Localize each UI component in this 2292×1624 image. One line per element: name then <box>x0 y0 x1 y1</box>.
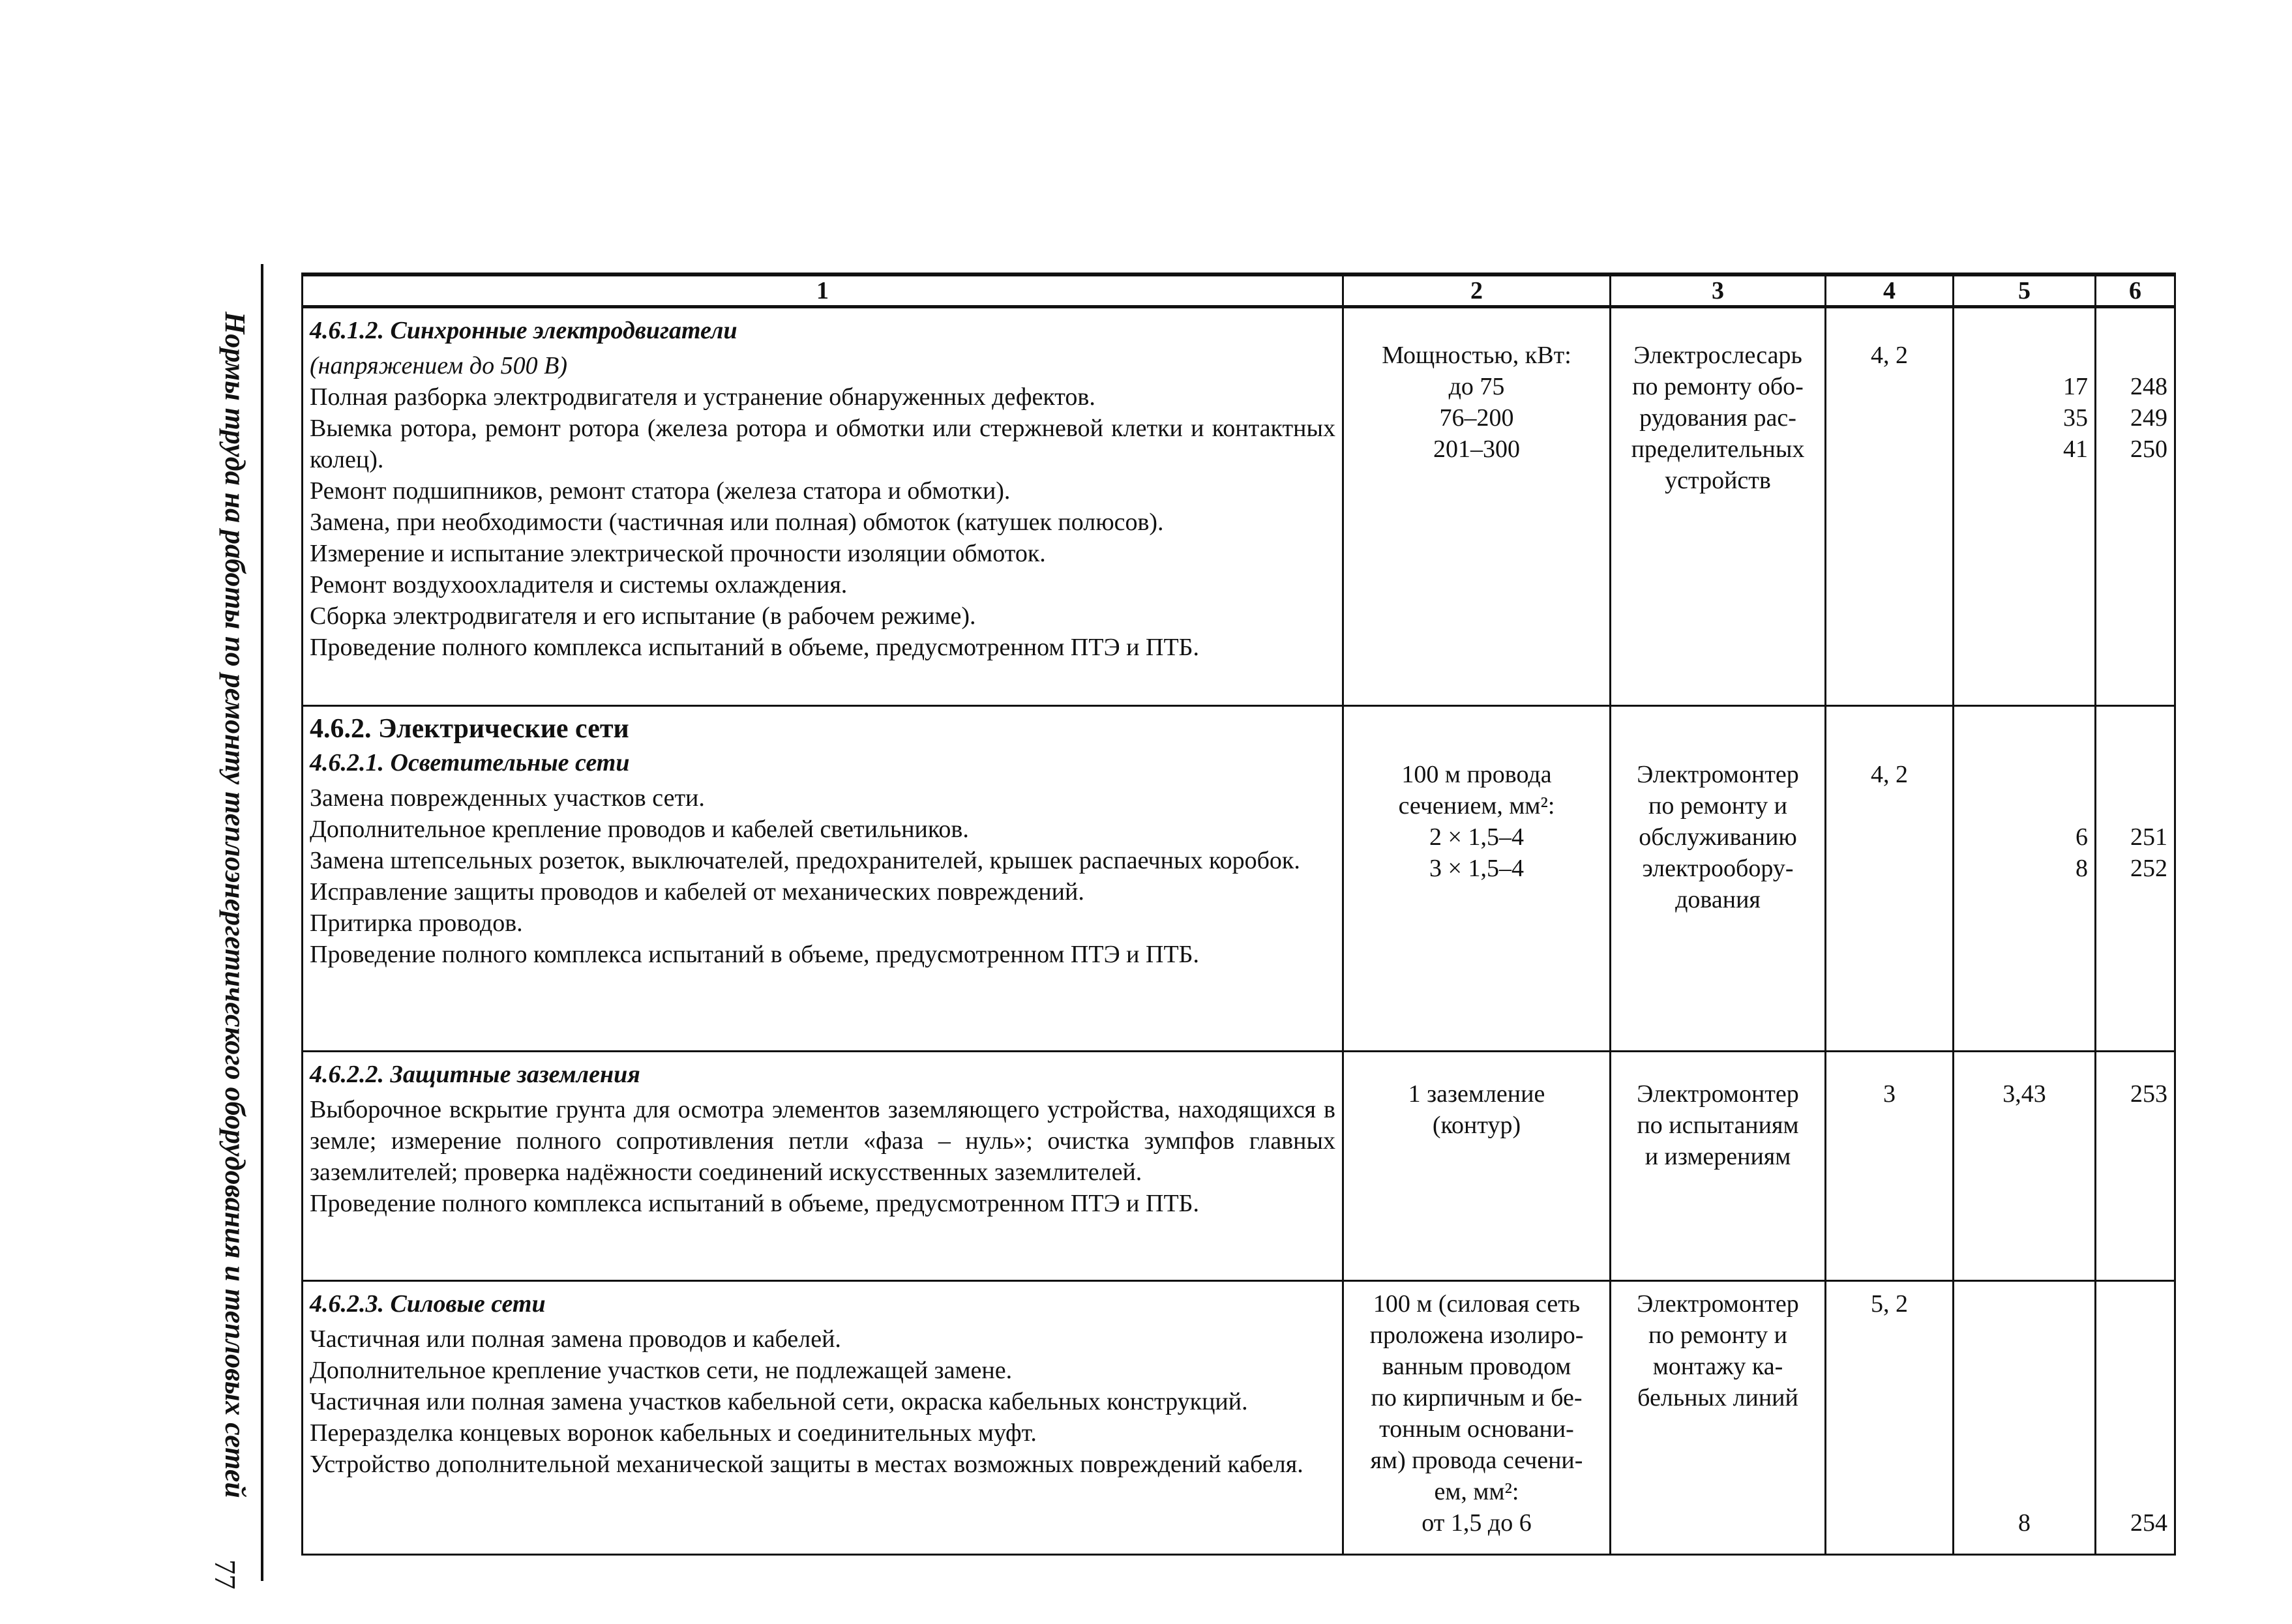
column-header: 1 <box>303 274 1343 307</box>
unit-line: 100 м (силовая сеть <box>1373 1290 1581 1318</box>
worker-cell <box>1611 1281 1826 1555</box>
work-description-cell <box>303 706 1343 1052</box>
column-header: 4 <box>1826 274 1954 307</box>
worker-line: Электромонтер <box>1637 1290 1799 1318</box>
unit-line: ем, мм²: <box>1434 1478 1519 1505</box>
worker-line: по испытаниям <box>1637 1112 1799 1139</box>
work-line: Выемка ротора, ремонт ротора (железа ротора и обмотки или стержневой клетки и контактных колец). <box>310 415 1335 473</box>
worker-line: монтажу ка- <box>1652 1353 1783 1380</box>
norm-number: 248 <box>2130 373 2167 400</box>
worker-cell <box>1611 706 1826 1052</box>
unit-cell <box>1343 1281 1611 1555</box>
work-line: Притирка проводов. <box>310 909 523 937</box>
worker-line: и измерениям <box>1645 1143 1791 1170</box>
page-number: 77 <box>209 1559 242 1589</box>
norm-number-cell <box>2096 1052 2175 1281</box>
work-line: Замена поврежденных участков сети. <box>310 784 705 812</box>
unit-cell <box>1343 706 1611 1052</box>
column-header: 3 <box>1611 274 1826 307</box>
unit-line: проложена изолиро- <box>1369 1321 1584 1349</box>
unit-line: (контур) <box>1432 1112 1521 1139</box>
work-description-cell <box>303 307 1343 706</box>
item-title: 4.6.1.2. Синхронные электродвигатели <box>310 317 737 344</box>
norm-value: 17 <box>2063 373 2088 400</box>
work-line: Проведение полного комплекса испытаний в объеме, предусмотренном ПТЭ и ПТБ. <box>310 941 1199 968</box>
work-description-cell <box>303 1281 1343 1555</box>
unit-line: до 75 <box>1448 373 1505 400</box>
worker-line: Электромонтер <box>1637 1080 1799 1108</box>
labor-norms-table <box>301 273 2176 1556</box>
margin-rule <box>261 264 263 1581</box>
work-line: Сборка электродвигателя и его испытание (в рабочем режиме). <box>310 602 976 630</box>
worker-line: Электромонтер <box>1637 761 1799 788</box>
running-header: Нормы труда на работы по ремонту теплоэнергетического оборудования и тепловых сетей <box>219 312 251 1498</box>
norm-number: 249 <box>2130 404 2167 432</box>
worker-line: рудования рас- <box>1639 404 1796 432</box>
norm-value: 6 <box>2076 823 2088 851</box>
work-line: Устройство дополнительной механической защиты в местах возможных повреждений кабеля. <box>310 1451 1303 1478</box>
column-number-row <box>303 274 2175 307</box>
work-line: Ремонт воздухоохладителя и системы охлаждения. <box>310 571 848 598</box>
column-header: 5 <box>1954 274 2096 307</box>
unit-line: 76–200 <box>1439 404 1514 432</box>
worker-line: по ремонту обо- <box>1632 373 1804 400</box>
grade-cell: 4, 2 <box>1826 307 1954 706</box>
norm-value: 3,43 <box>2002 1080 2046 1108</box>
worker-cell <box>1611 1052 1826 1281</box>
section-title: 4.6.2. Электрические сети <box>310 714 629 744</box>
work-line: Проведение полного комплекса испытаний в объеме, предусмотренном ПТЭ и ПТБ. <box>310 634 1199 661</box>
worker-line: электрообору- <box>1642 855 1794 882</box>
grade-cell: 3 <box>1826 1052 1954 1281</box>
norm-value-cell <box>1954 307 2096 706</box>
norm-value: 35 <box>2063 404 2088 432</box>
work-line: Проведение полного комплекса испытаний в объеме, предусмотренном ПТЭ и ПТБ. <box>310 1190 1199 1217</box>
unit-line: 1 заземление <box>1408 1080 1545 1108</box>
grade-cell: 5, 2 <box>1826 1281 1954 1555</box>
work-line: Исправление защиты проводов и кабелей от механических повреждений. <box>310 878 1084 906</box>
worker-line: обслуживанию <box>1639 823 1797 851</box>
worker-line: по ремонту и <box>1648 1321 1788 1349</box>
work-line: Частичная или полная замена проводов и кабелей. <box>310 1325 841 1353</box>
norm-value: 41 <box>2063 436 2088 463</box>
work-line: Частичная или полная замена участков кабельной сети, окраска кабельных конструкций. <box>310 1388 1248 1415</box>
norm-number-cell <box>2096 1281 2175 1555</box>
work-line: Замена, при необходимости (частичная или полная) обмоток (катушек полюсов). <box>310 509 1164 536</box>
work-line: Замена штепсельных розеток, выключателей, предохранителей, крышек распаечных коробок. <box>310 847 1300 874</box>
unit-line: ванным проводом <box>1382 1353 1571 1380</box>
work-line: Дополнительное крепление участков сети, не подлежащей замене. <box>310 1357 1013 1384</box>
worker-cell <box>1611 307 1826 706</box>
unit-line: 3 × 1,5–4 <box>1429 855 1524 882</box>
norm-number: 251 <box>2130 823 2167 851</box>
unit-line: сечением, мм²: <box>1398 792 1555 819</box>
work-description-cell <box>303 1052 1343 1281</box>
worker-line: по ремонту и <box>1648 792 1788 819</box>
worker-line: устройств <box>1665 467 1771 494</box>
worker-line: Электрослесарь <box>1633 342 1802 369</box>
work-line: Дополнительное крепление проводов и кабелей светильников. <box>310 816 969 843</box>
table-row <box>303 1281 2175 1555</box>
unit-line: от 1,5 до 6 <box>1421 1509 1532 1537</box>
worker-line: пределительных <box>1631 436 1805 463</box>
worker-line: дования <box>1675 886 1761 913</box>
item-title: 4.6.2.2. Защитные заземления <box>310 1061 640 1088</box>
unit-cell <box>1343 1052 1611 1281</box>
norm-number: 254 <box>2130 1509 2167 1537</box>
norm-value: 8 <box>2018 1509 2031 1537</box>
norm-value-cell <box>1954 1052 2096 1281</box>
worker-line: бельных линий <box>1637 1384 1798 1411</box>
norm-value-cell <box>1954 706 2096 1052</box>
unit-cell <box>1343 307 1611 706</box>
norm-number: 252 <box>2130 855 2167 882</box>
norm-number: 250 <box>2130 436 2167 463</box>
item-title: 4.6.2.3. Силовые сети <box>310 1290 546 1318</box>
table-row <box>303 706 2175 1052</box>
column-header: 6 <box>2096 274 2175 307</box>
unit-line: тонным основани- <box>1379 1415 1574 1443</box>
unit-line: Мощностью, кВт: <box>1382 342 1571 369</box>
norm-number-cell <box>2096 307 2175 706</box>
unit-line: по кирпичным и бе- <box>1371 1384 1583 1411</box>
work-line: Полная разборка электродвигателя и устранение обнаруженных дефектов. <box>310 383 1095 411</box>
column-header: 2 <box>1343 274 1611 307</box>
work-line: Измерение и испытание электрической прочности изоляции обмоток. <box>310 540 1046 567</box>
unit-line: 201–300 <box>1433 436 1520 463</box>
table-row <box>303 307 2175 706</box>
unit-line: ям) провода сечени- <box>1370 1447 1583 1474</box>
grade-cell: 4, 2 <box>1826 706 1954 1052</box>
norm-value: 8 <box>2076 855 2088 882</box>
norm-value-cell <box>1954 1281 2096 1555</box>
unit-line: 2 × 1,5–4 <box>1429 823 1524 851</box>
item-title: 4.6.2.1. Осветительные сети <box>310 749 630 776</box>
work-line: Выборочное вскрытие грунта для осмотра элементов заземляющего устройства, находящихся в земле; измерение полного сопротивления петли «фаза – нуль»; очистка зумпфов главных заземлителей; проверка надёжности соединений искусственных заземлителей. <box>310 1096 1335 1186</box>
work-line: Переразделка концевых воронок кабельных и соединительных муфт. <box>310 1419 1037 1447</box>
norm-number-cell <box>2096 706 2175 1052</box>
item-subtitle: (напряжением до 500 В) <box>310 352 567 379</box>
unit-line: 100 м провода <box>1401 761 1552 788</box>
work-line: Ремонт подшипников, ремонт статора (железа статора и обмотки). <box>310 477 1011 505</box>
table-row <box>303 1052 2175 1281</box>
norm-number: 253 <box>2130 1080 2167 1108</box>
